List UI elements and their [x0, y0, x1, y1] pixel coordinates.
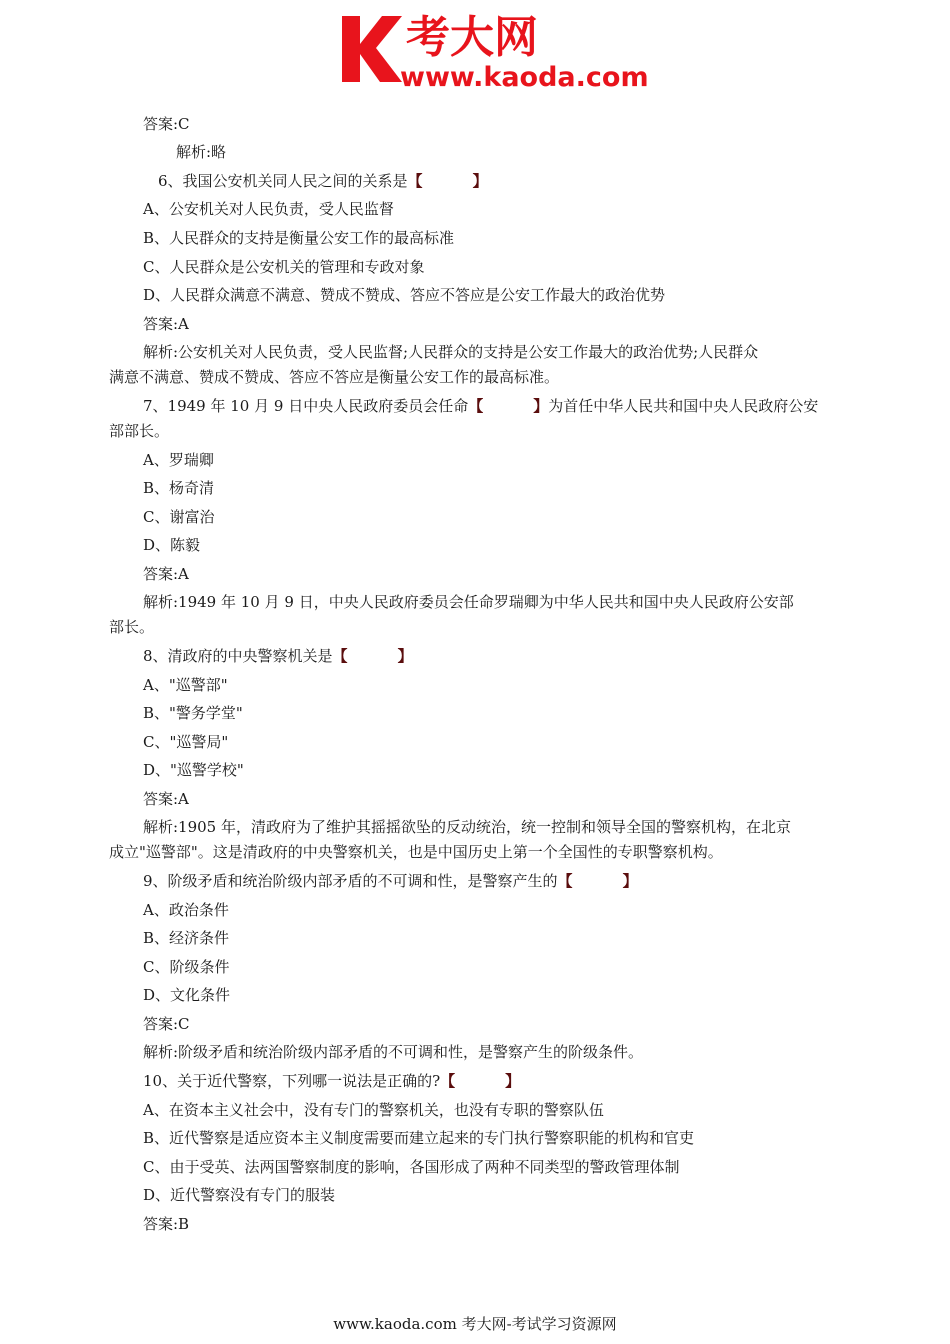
q9-option-b: B、经济条件 — [143, 929, 230, 947]
q8-option-d: D、"巡警学校" — [143, 761, 244, 779]
q8-option-a: A、"巡警部" — [143, 676, 228, 694]
q7-option-c: C、谢富治 — [143, 508, 215, 526]
q9-analysis: 解析:阶级矛盾和统治阶级内部矛盾的不可调和性，是警察产生的阶级条件。 — [143, 1043, 644, 1061]
q10-option-a: A、在资本主义社会中，没有专门的警察机关，也没有专职的警察队伍 — [143, 1101, 604, 1119]
bracket-close: 】 — [533, 397, 549, 415]
q6-option-c: C、人民群众是公安机关的管理和专政对象 — [143, 258, 425, 276]
q7-answer: 答案:A — [143, 565, 189, 583]
bracket-close: 】 — [505, 1072, 521, 1090]
q9-option-c: C、阶级条件 — [143, 958, 230, 976]
page-footer: www.kaoda.com 考大网-考试学习资源网 — [333, 1315, 617, 1333]
bracket-open: 【 — [407, 172, 423, 190]
q7-stem-line — [143, 396, 818, 416]
logo-k-mark — [342, 16, 402, 82]
q6-analysis-1: 解析:公安机关对人民负责，受人民监督;人民群众的支持是公安工作最大的政治优势;人民群众 — [143, 343, 759, 361]
q8-option-b: B、"警务学堂" — [143, 704, 243, 722]
kaoda-logo-graphic — [336, 10, 666, 92]
q10-option-b: B、近代警察是适应资本主义制度需要而建立起来的专门执行警察职能的机构和官吏 — [143, 1129, 695, 1147]
q10-option-c: C、由于受英、法两国警察制度的影响，各国形成了两种不同类型的警政管理体制 — [143, 1158, 680, 1176]
q6-option-b: B、人民群众的支持是衡量公安工作的最高标准 — [143, 229, 455, 247]
bracket-close: 】 — [622, 872, 638, 890]
q6-stem: 6、我国公安机关同人民之间的关系是 — [158, 172, 408, 190]
kaoda-logo — [336, 10, 666, 92]
q7-stem-line2: 部部长。 — [109, 422, 170, 440]
q5-answer: 答案:C — [143, 115, 190, 133]
q7-option-b: B、杨奇清 — [143, 479, 215, 497]
q6-option-a: A、公安机关对人民负责，受人民监督 — [143, 200, 394, 218]
q7-stem-part1: 7、1949 年 10 月 9 日中央人民政府委员会任命 — [143, 397, 469, 415]
q10-stem: 10、关于近代警察，下列哪一说法是正确的? — [143, 1072, 441, 1090]
q7-option-d: D、陈毅 — [143, 536, 201, 554]
q10-stem-line — [143, 1071, 520, 1091]
q8-stem-line — [143, 646, 413, 666]
q7-analysis-1: 解析:1949 年 10 月 9 日，中央人民政府委员会任命罗瑞卿为中华人民共和国中央人民政府公安部 — [143, 593, 794, 611]
q8-stem: 8、清政府的中央警察机关是 — [143, 647, 333, 665]
bracket-open: 【 — [440, 1072, 456, 1090]
q7-analysis-2: 部长。 — [109, 618, 155, 636]
q7-option-a: A、罗瑞卿 — [143, 451, 214, 469]
q8-analysis-2: 成立"巡警部"。这是清政府的中央警察机关，也是中国历史上第一个全国性的专职警察机构。 — [109, 843, 723, 861]
bracket-open: 【 — [468, 397, 484, 415]
q6-answer: 答案:A — [143, 315, 189, 333]
bracket-close: 】 — [472, 172, 488, 190]
q9-option-a: A、政治条件 — [143, 901, 229, 919]
q6-option-d: D、人民群众满意不满意、赞成不赞成、答应不答应是公安工作最大的政治优势 — [143, 286, 666, 304]
q7-stem-part2: 为首任中华人民共和国中央人民政府公安 — [548, 397, 819, 415]
q8-answer: 答案:A — [143, 790, 189, 808]
q9-option-d: D、文化条件 — [143, 986, 231, 1004]
q8-analysis-1: 解析:1905 年，清政府为了维护其摇摇欲坠的反动统治，统一控制和领导全国的警察机构，在北京 — [143, 818, 791, 836]
bracket-open: 【 — [557, 872, 573, 890]
q6-stem-line — [158, 171, 488, 191]
bracket-open: 【 — [332, 647, 348, 665]
q6-analysis-2: 满意不满意、赞成不赞成、答应不答应是衡量公安工作的最高标准。 — [109, 368, 560, 386]
q9-answer: 答案:C — [143, 1015, 190, 1033]
q9-stem-line — [143, 871, 638, 891]
q10-option-d: D、近代警察没有专门的服装 — [143, 1186, 336, 1204]
q5-analysis: 解析:略 — [176, 143, 227, 161]
q10-answer: 答案:B — [143, 1215, 190, 1233]
logo-name: 考大网 — [406, 12, 538, 63]
logo-url: www.kaoda.com — [400, 62, 649, 92]
q8-option-c: C、"巡警局" — [143, 733, 229, 751]
q9-stem: 9、阶级矛盾和统治阶级内部矛盾的不可调和性，是警察产生的 — [143, 872, 558, 890]
bracket-close: 】 — [397, 647, 413, 665]
